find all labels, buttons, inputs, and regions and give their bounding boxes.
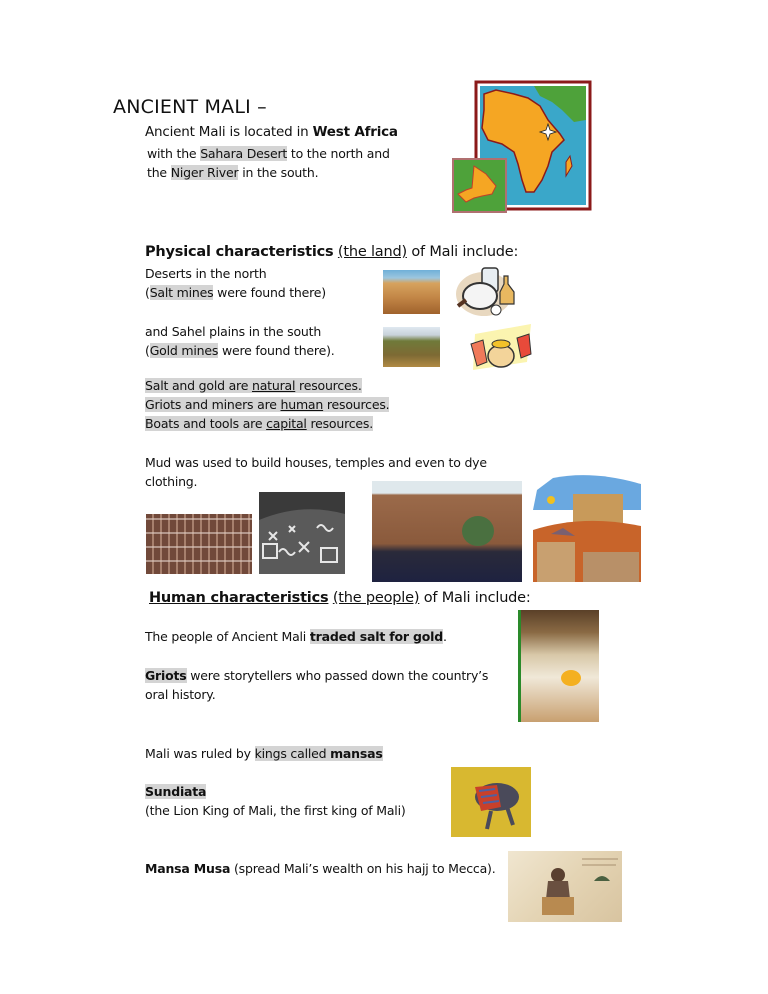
text: Griots and miners are [145, 397, 281, 412]
mali-map-inset [452, 158, 507, 213]
text: Mali was ruled by [145, 746, 255, 761]
text: (spread Mali’s wealth on his hajj to Mecca). [230, 861, 496, 876]
text: Mansa Musa [145, 861, 231, 876]
sahel-line: and Sahel plains in the south [145, 324, 322, 339]
text: (the land) [337, 244, 407, 260]
griots-line [145, 666, 488, 685]
intro-line-3 [147, 163, 318, 182]
text: Salt and gold are [145, 378, 252, 393]
djenne-mosque-photo [372, 481, 522, 582]
text: with the [147, 146, 201, 161]
text: Physical characteristics [145, 244, 334, 260]
niger-highlight: Niger River [170, 165, 239, 180]
horse-rider-icon [451, 767, 531, 837]
griots-photo [518, 610, 599, 722]
page-title: ANCIENT MALI – [113, 96, 267, 118]
text: ( [145, 343, 150, 358]
text: Human characteristics [149, 590, 329, 606]
mud-line-2: clothing. [145, 474, 198, 489]
sundiata-highlight: Sundiata [145, 784, 207, 799]
text: resources. [306, 416, 374, 431]
griots-line-2: oral history. [145, 687, 216, 702]
mansa-musa-line [145, 859, 496, 878]
sundiata-line [145, 782, 206, 801]
desert-photo [383, 270, 440, 314]
intro-line-1 [145, 123, 398, 142]
king-on-throne-icon [508, 851, 622, 922]
text: to the north and [287, 146, 390, 161]
text: mansas [330, 746, 383, 761]
text: of Mali include: [406, 244, 519, 260]
text: the [147, 165, 171, 180]
text: in the south. [238, 165, 319, 180]
trade-line [145, 627, 447, 646]
sundiata-desc: (the Lion King of Mali, the first king of Mali) [145, 803, 406, 818]
mud-city-clipart [533, 470, 641, 582]
deserts-line: Deserts in the north [145, 266, 267, 281]
physical-heading [145, 243, 518, 262]
text: . [442, 629, 447, 644]
west-africa-bold: West Africa [312, 124, 398, 140]
gold-highlight: Gold mines [149, 343, 219, 358]
text: were found there) [213, 285, 326, 300]
griots-highlight: Griots [145, 668, 187, 683]
text: (the people) [332, 590, 420, 606]
text: were found there). [218, 343, 335, 358]
sundiata-art [451, 767, 531, 837]
text: Boats and tools are [145, 416, 267, 431]
text: resources. [295, 378, 362, 393]
intro-text: Ancient Mali is located in [145, 124, 313, 140]
sahara-highlight: Sahara Desert [200, 146, 288, 161]
mali-shape-icon [452, 158, 507, 213]
human-heading [149, 589, 531, 608]
text: kings called [254, 746, 331, 761]
salt-clipart [452, 262, 522, 322]
sahel-photo [383, 327, 440, 367]
gold-pot-clipart [465, 322, 535, 372]
salt-highlight: Salt mines [149, 285, 214, 300]
trade-highlight: traded salt for gold [309, 629, 443, 644]
mansa-musa-map-art [508, 851, 622, 922]
mud-city-icon [533, 470, 641, 582]
resource-human [145, 395, 389, 414]
text: human [280, 397, 324, 412]
text: of Mali include: [419, 590, 531, 606]
gold-line [145, 341, 335, 360]
resource-natural [145, 376, 362, 395]
text: were storytellers who passed down the country’s [186, 668, 489, 683]
mud-line-1: Mud was used to build houses, temples and even to dye [145, 455, 487, 470]
gold-pot-icon [465, 322, 535, 372]
salt-bowl-icon [452, 262, 522, 322]
salt-line [145, 283, 326, 302]
text: resources. [323, 397, 390, 412]
intro-line-2 [147, 144, 390, 163]
mudcloth-photo [146, 514, 252, 574]
text: The people of Ancient Mali [145, 629, 310, 644]
pattern-icon [259, 492, 345, 574]
text: ( [145, 285, 150, 300]
text: natural [251, 378, 296, 393]
resource-capital [145, 414, 373, 433]
mudcloth-painting-photo [259, 492, 345, 574]
text: capital [266, 416, 307, 431]
ruled-line [145, 744, 383, 763]
